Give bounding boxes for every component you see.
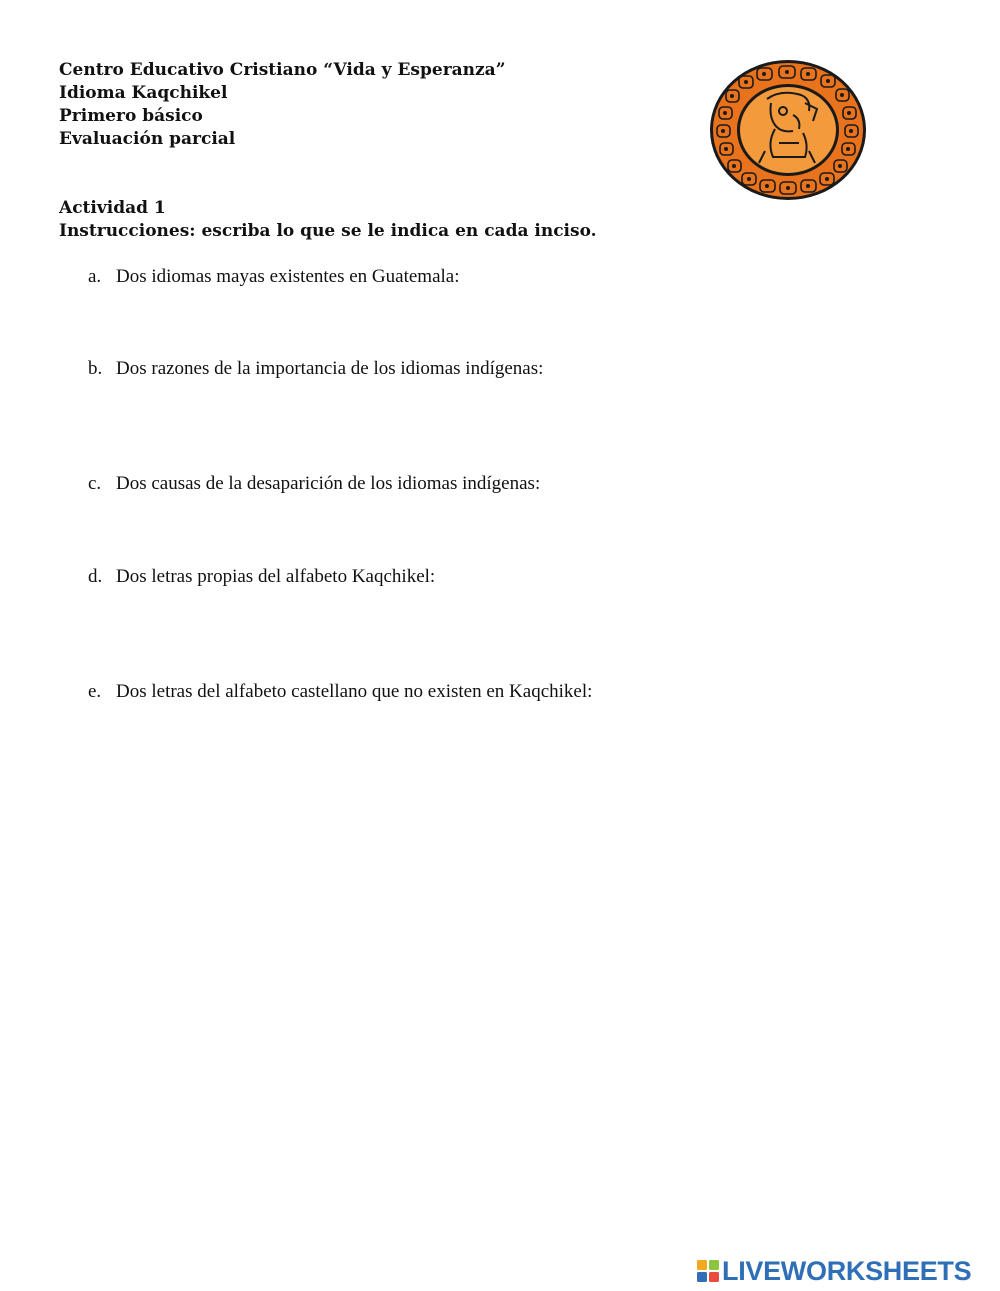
question-text: Dos letras propias del alfabeto Kaqchikel:	[116, 566, 436, 587]
question-marker: b.	[88, 358, 103, 379]
header-block	[59, 59, 659, 151]
maya-calendar-icon	[709, 59, 869, 201]
subject-name: Idioma Kaqchikel	[59, 83, 228, 103]
question-d	[88, 565, 435, 589]
question-marker: c.	[88, 473, 102, 494]
activity-instructions: Instrucciones: escriba lo que se le indica en cada inciso.	[59, 221, 597, 241]
question-marker: a.	[88, 266, 102, 287]
question-b	[88, 357, 543, 381]
question-marker: e.	[88, 681, 102, 702]
question-marker: d.	[88, 566, 103, 587]
question-a	[88, 265, 460, 289]
brand-text: LIVEWORKSHEETS	[722, 1255, 972, 1286]
question-text: Dos causas de la desaparición de los idiomas indígenas:	[116, 473, 541, 494]
school-name: Centro Educativo Cristiano “Vida y Esperanza”	[59, 60, 506, 80]
activity-title: Actividad 1	[59, 198, 166, 218]
liveworksheets-logo-icon	[697, 1260, 719, 1282]
question-text: Dos razones de la importancia de los idiomas indígenas:	[116, 358, 544, 379]
question-text: Dos letras del alfabeto castellano que no existen en Kaqchikel:	[116, 681, 593, 702]
liveworksheets-brand[interactable]	[697, 1256, 971, 1286]
question-text: Dos idiomas mayas existentes en Guatemala:	[116, 266, 460, 287]
question-c	[88, 472, 540, 496]
evaluation-type: Evaluación parcial	[59, 129, 236, 149]
grade-level: Primero básico	[59, 106, 203, 126]
activity-block	[59, 197, 759, 243]
question-e	[88, 680, 592, 704]
